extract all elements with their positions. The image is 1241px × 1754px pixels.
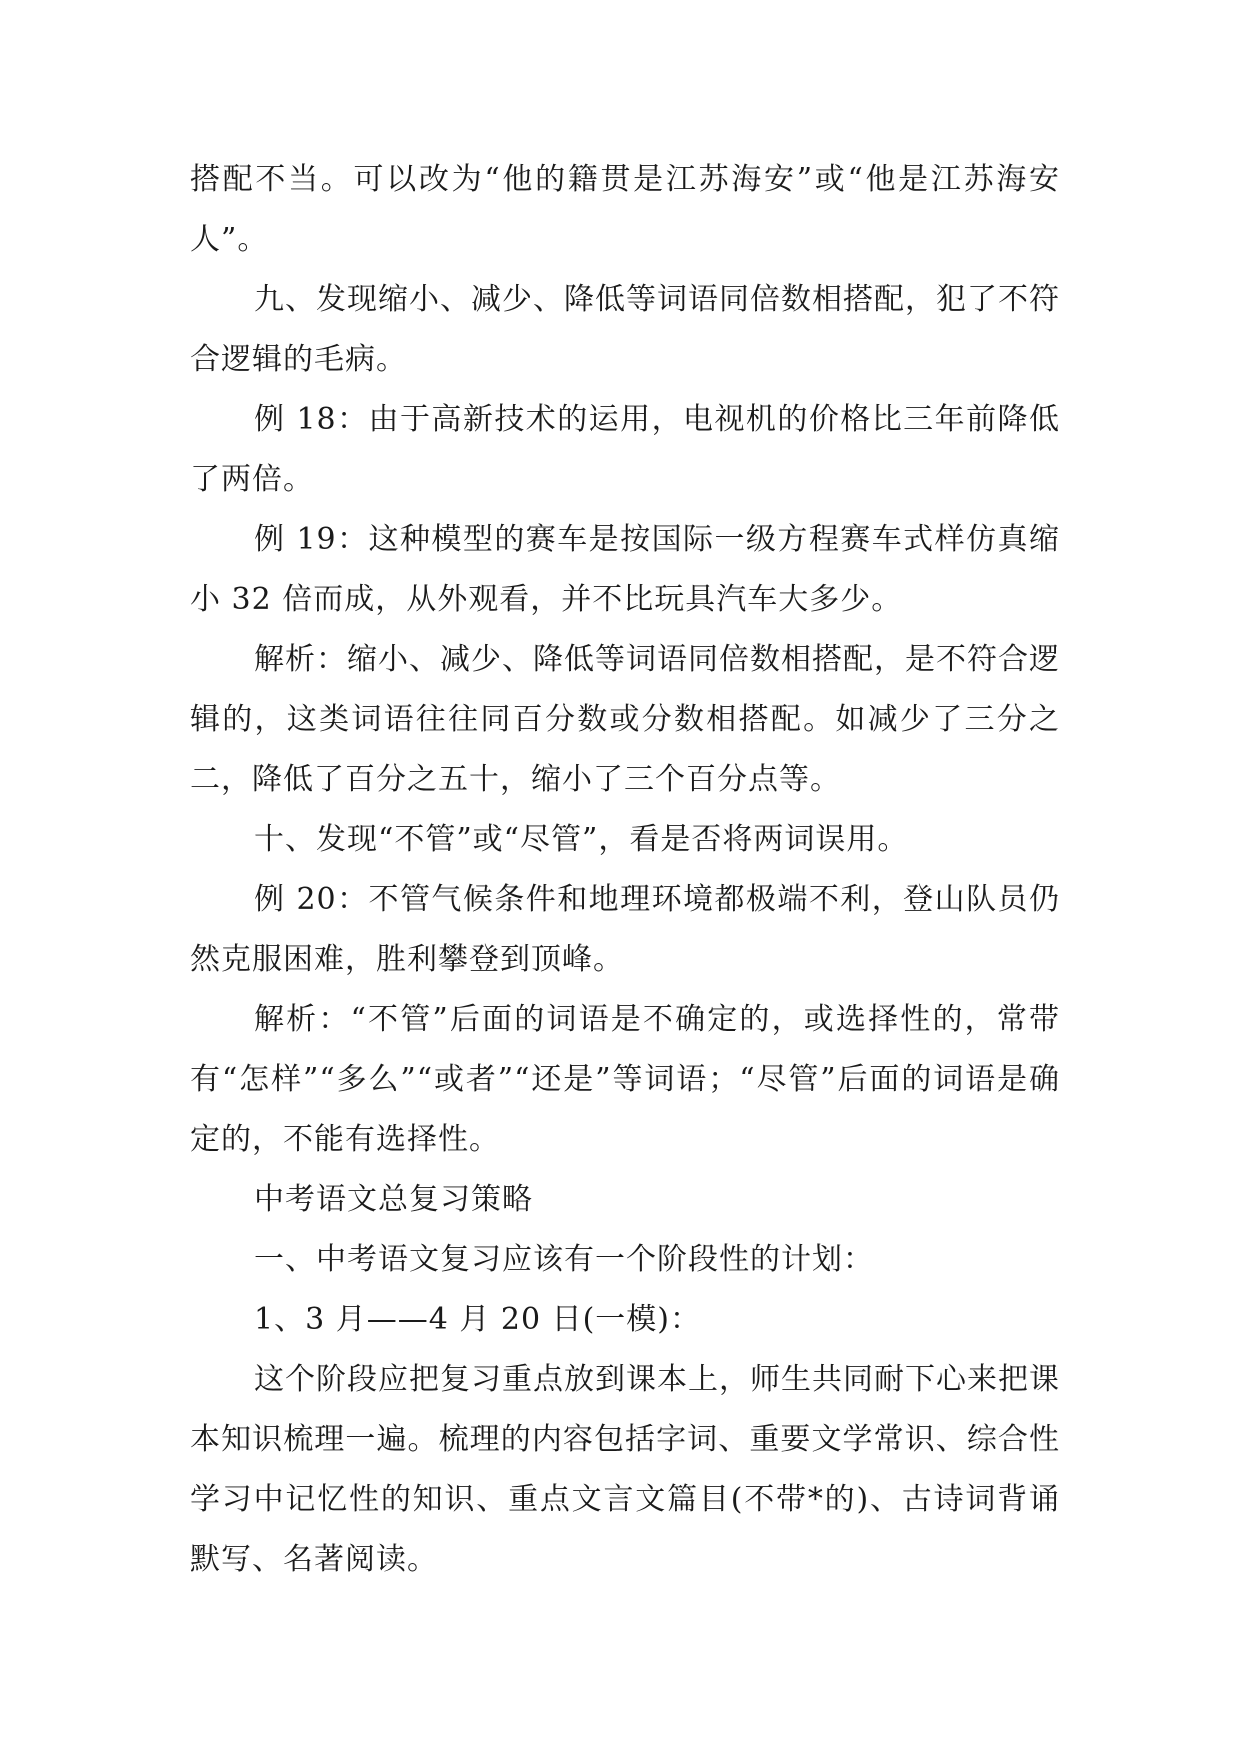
section-heading-review-strategy: 中考语文总复习策略 xyxy=(254,1182,533,1217)
paragraph-rule-nine: 九、发现缩小、减少、降低等词语同倍数相搭配，犯了不符合逻辑的毛病。 xyxy=(190,282,1060,377)
document-page xyxy=(190,150,1060,1590)
paragraph-example-18: 例 18：由于高新技术的运用，电视机的价格比三年前降低了两倍。 xyxy=(190,402,1060,497)
paragraph-analysis-buguan: 解析：“不管”后面的词语是不确定的，或选择性的，常带有“怎样”“多么”“或者”“还是”等词语；“尽管”后面的词语是确定的，不能有选择性。 xyxy=(190,1002,1060,1157)
paragraph-stage-one-detail: 这个阶段应把复习重点放到课本上，师生共同耐下心来把课本知识梳理一遍。梳理的内容包括字词、重要文学常识、综合性学习中记忆性的知识、重点文言文篇目(不带*的)、古诗词背诵默写、名著阅读。 xyxy=(190,1362,1060,1577)
paragraph-example-19: 例 19：这种模型的赛车是按国际一级方程赛车式样仿真缩小 32 倍而成，从外观看，并不比玩具汽车大多少。 xyxy=(190,522,1060,617)
paragraph-rule-ten: 十、发现“不管”或“尽管”，看是否将两词误用。 xyxy=(254,822,909,857)
paragraph-plan-intro: 一、中考语文复习应该有一个阶段性的计划： xyxy=(254,1242,874,1277)
paragraph-analysis-multiples: 解析：缩小、减少、降低等词语同倍数相搭配，是不符合逻辑的，这类词语往往同百分数或分数相搭配。如减少了三分之二，降低了百分之五十，缩小了三个百分点等。 xyxy=(190,642,1060,797)
paragraph-collocation-fix: 搭配不当。可以改为“他的籍贯是江苏海安”或“他是江苏海安人”。 xyxy=(190,162,1060,257)
paragraph-stage-one: 1、3 月——4 月 20 日(一模)： xyxy=(254,1302,701,1337)
paragraph-example-20: 例 20：不管气候条件和地理环境都极端不利，登山队员仍然克服困难，胜利攀登到顶峰。 xyxy=(190,882,1060,977)
